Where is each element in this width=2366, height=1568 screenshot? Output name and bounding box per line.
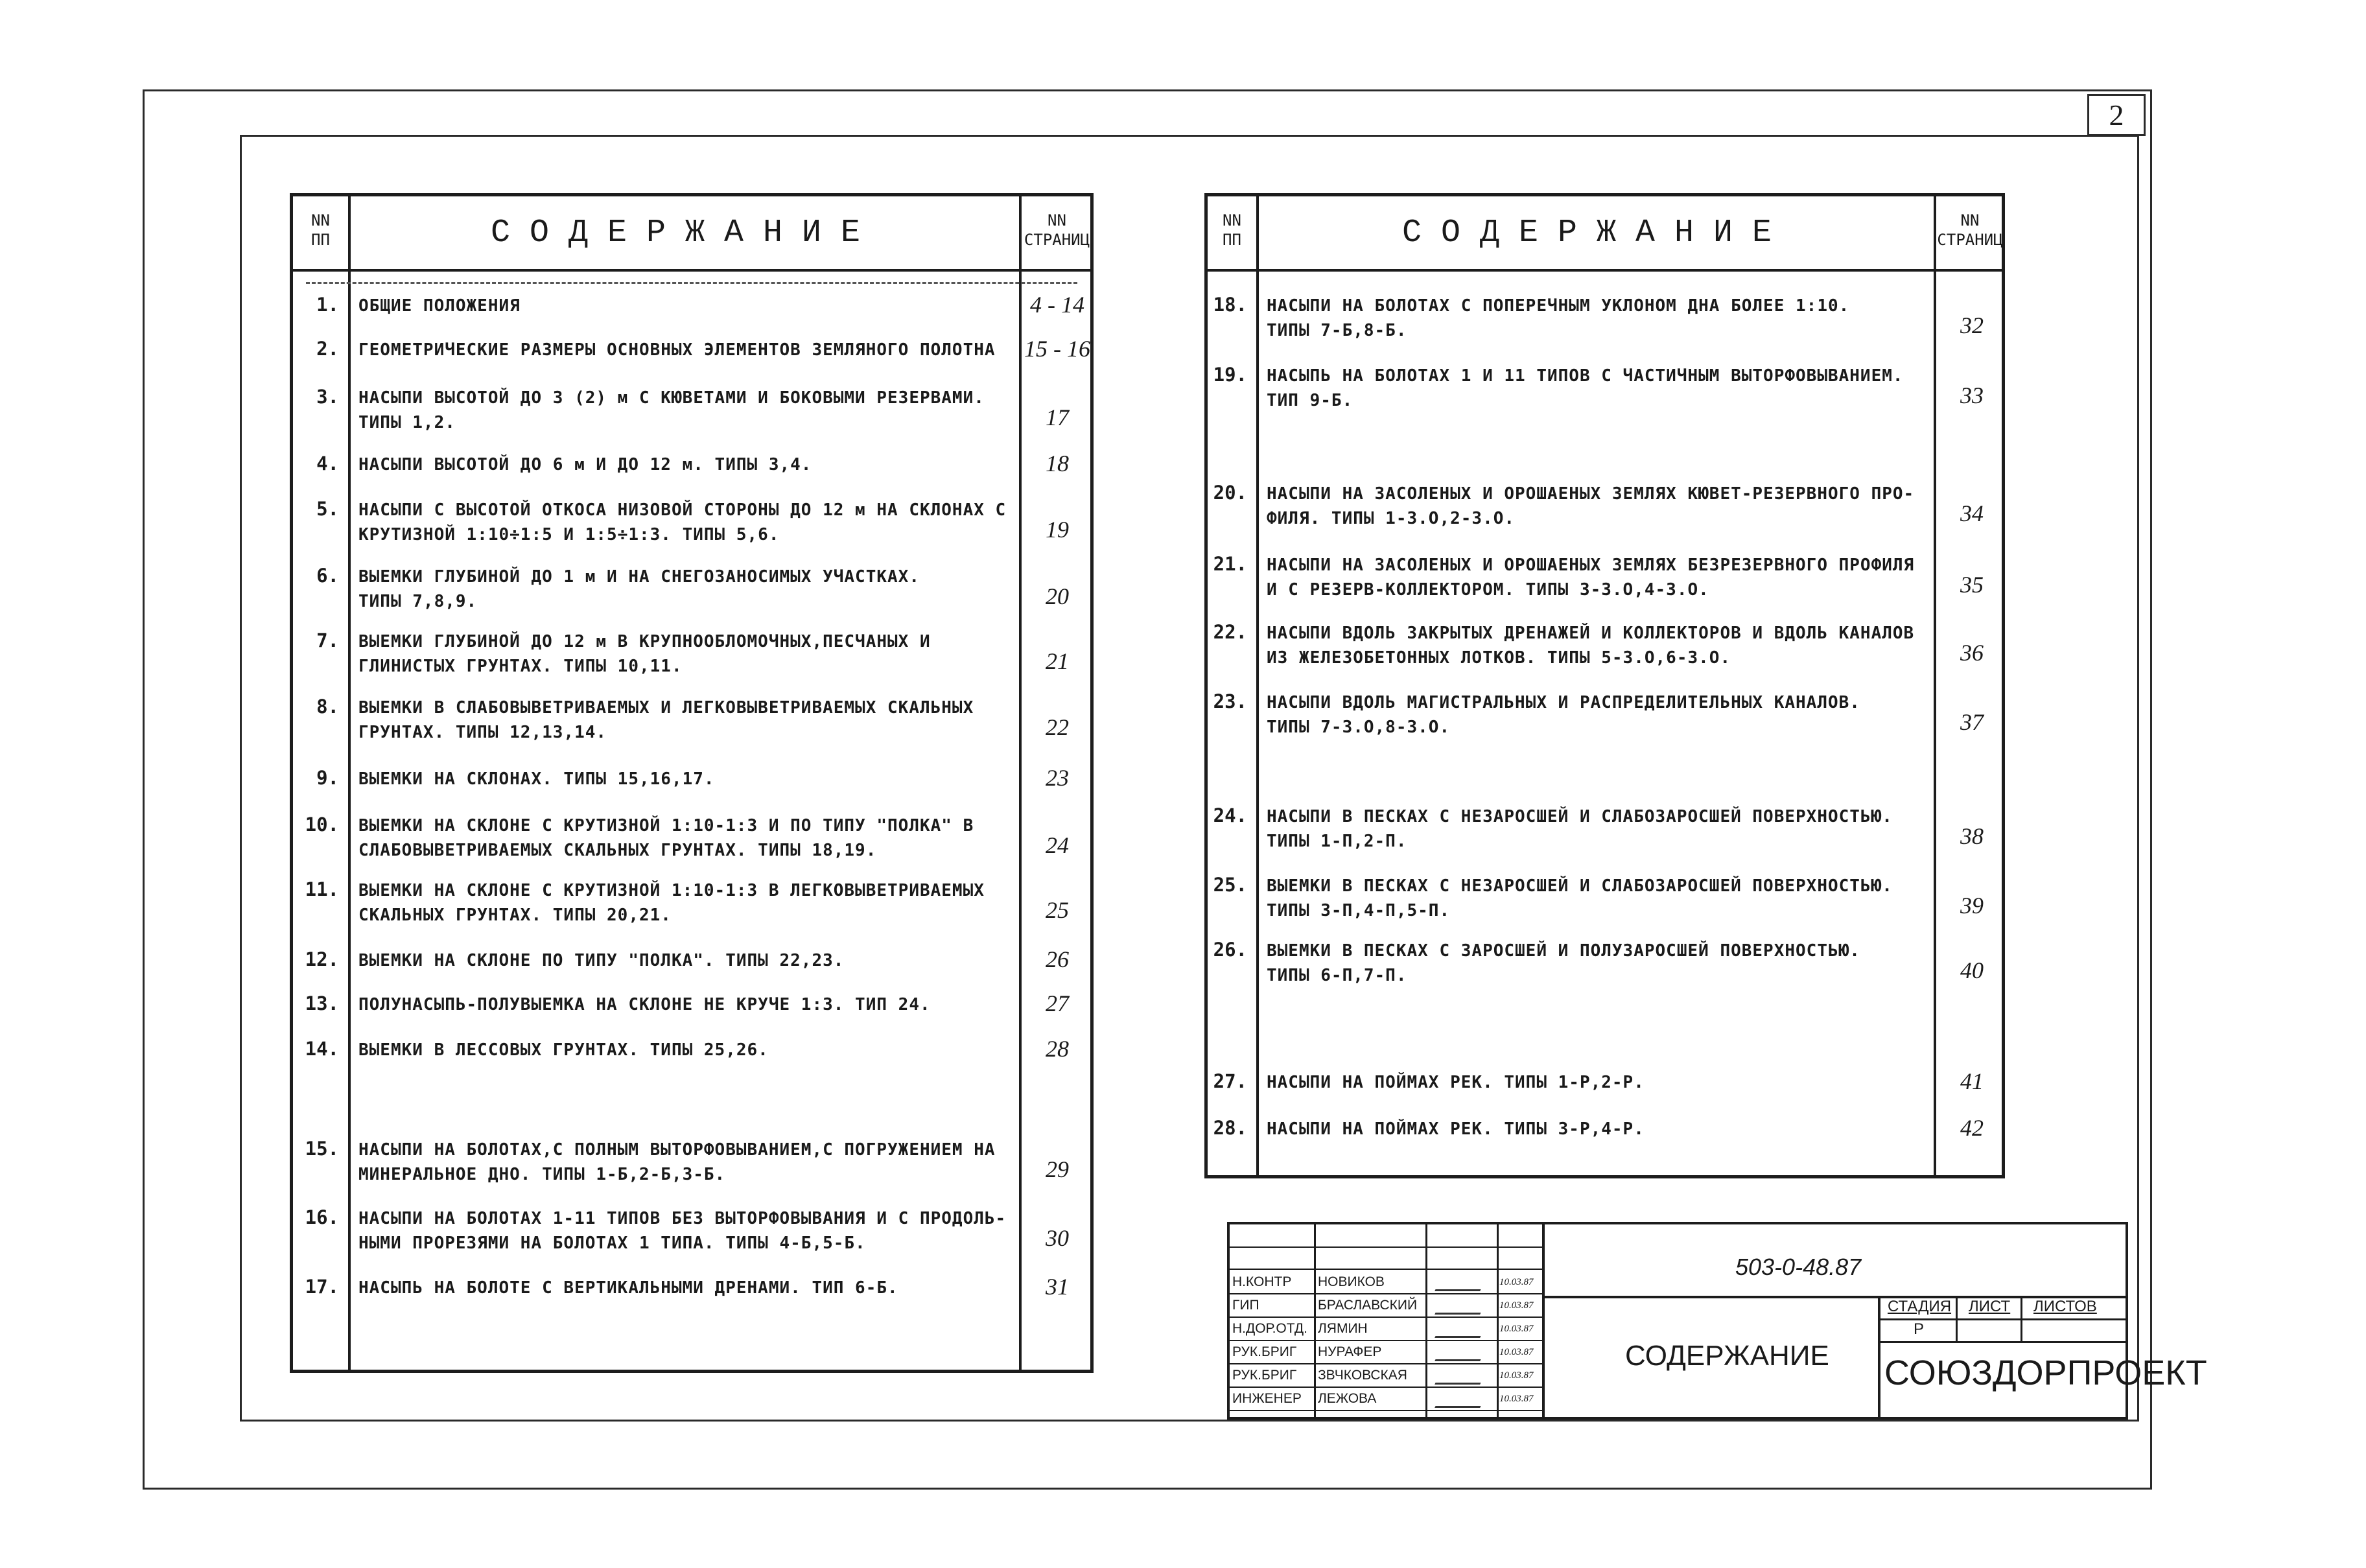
- row-title: ВЫЕМКИ НА СКЛОНЕ ПО ТИПУ "ПОЛКА". ТИПЫ 22,23.: [358, 951, 845, 970]
- row-number: 27.: [1213, 1070, 1247, 1092]
- handwritten-signature: [1435, 1275, 1488, 1291]
- row-title: ВЫЕМКИ ГЛУБИНОЙ ДО 12 м В КРУПНООБЛОМОЧНЫХ,ПЕСЧАНЫХ И ГЛИНИСТЫХ ГРУНТАХ. ТИПЫ 10,11.: [358, 632, 931, 676]
- row-page: 35: [1960, 572, 1984, 598]
- pages-header: NN СТРАНИЦ: [1937, 211, 2003, 249]
- row-page: 42: [1960, 1115, 1984, 1141]
- row-page: 29: [1046, 1156, 1069, 1182]
- row-title: НАСЫПЬ НА БОЛОТЕ С ВЕРТИКАЛЬНЫМИ ДРЕНАМИ. ТИП 6-Б.: [358, 1278, 898, 1298]
- row-page: 38: [1960, 823, 1984, 849]
- handwritten-signature: [1435, 1345, 1488, 1361]
- signature-date: 10.03.87: [1499, 1370, 1534, 1381]
- row-title: ВЫЕМКИ В ПЕСКАХ С НЕЗАРОСШЕЙ И СЛАБОЗАРОСШЕЙ ПОВЕРХНОСТЬЮ. ТИПЫ 3-П,4-П,5-П.: [1267, 876, 1893, 920]
- row-page: 30: [1046, 1225, 1069, 1251]
- row-number: 17.: [305, 1276, 339, 1298]
- sheets-label: ЛИСТОВ: [2033, 1298, 2097, 1315]
- signature-role: Н.КОНТР: [1232, 1274, 1292, 1289]
- row-page: 39: [1960, 893, 1984, 919]
- signature-name: ЛЯМИН: [1318, 1321, 1368, 1336]
- row-title: ВЫЕМКИ В ПЕСКАХ С ЗАРОСШЕЙ И ПОЛУЗАРОСШЕЙ ПОВЕРХНОСТЬЮ. ТИПЫ 6-П,7-П.: [1267, 941, 1860, 985]
- row-page: 40: [1960, 957, 1984, 983]
- row-page: 19: [1046, 517, 1069, 543]
- signature-name: ЛЕЖОВА: [1318, 1391, 1377, 1406]
- handwritten-signature: [1435, 1322, 1488, 1338]
- nn-header: NN ПП: [1223, 211, 1241, 249]
- signature-name: ЗВЧКОВСКАЯ: [1318, 1368, 1407, 1383]
- row-page: 32: [1960, 312, 1984, 338]
- signature-date: 10.03.87: [1499, 1347, 1534, 1357]
- stage-label: СТАДИЯ: [1888, 1298, 1952, 1315]
- row-page: 36: [1960, 640, 1984, 666]
- title-block: [1227, 1222, 2207, 1420]
- signature-role: РУК.БРИГ: [1232, 1344, 1297, 1359]
- row-title: ВЫЕМКИ В ЛЕССОВЫХ ГРУНТАХ. ТИПЫ 25,26.: [358, 1040, 769, 1060]
- organization-name: СОЮЗДОРПРОЕКТ: [1884, 1353, 2207, 1392]
- row-page: 26: [1046, 946, 1069, 972]
- row-number: 22.: [1213, 621, 1247, 643]
- row-page: 37: [1960, 709, 1984, 735]
- row-page: 15 - 16: [1024, 336, 1090, 362]
- signature-role: ИНЖЕНЕР: [1232, 1391, 1302, 1406]
- row-title: ВЫЕМКИ НА СКЛОНЕ С КРУТИЗНОЙ 1:10-1:3 И ПО ТИПУ "ПОЛКА" В СЛАБОВЫВЕТРИВАЕМЫХ СКАЛЬНЫХ ГРУНТАХ. ТИПЫ 18,19.: [358, 816, 974, 860]
- nn-header: NN ПП: [311, 211, 330, 249]
- signature-date: 10.03.87: [1499, 1394, 1534, 1404]
- sheet-number: 2: [2087, 94, 2146, 136]
- pages-header: NN СТРАНИЦ: [1024, 211, 1090, 249]
- signature-date: 10.03.87: [1499, 1324, 1534, 1334]
- contents-title: СОДЕРЖАНИЕ: [1401, 215, 1792, 252]
- row-title: ВЫЕМКИ В СЛАБОВЫВЕТРИВАЕМЫХ И ЛЕГКОВЫВЕТРИВАЕМЫХ СКАЛЬНЫХ ГРУНТАХ. ТИПЫ 12,13,14.: [358, 698, 974, 742]
- handwritten-signature: [1435, 1368, 1488, 1385]
- row-number: 16.: [305, 1206, 339, 1228]
- row-number: 12.: [305, 948, 339, 970]
- row-number: 6.: [316, 565, 339, 587]
- row-page: 31: [1046, 1274, 1069, 1300]
- row-title: ВЫЕМКИ НА СКЛОНАХ. ТИПЫ 15,16,17.: [358, 769, 715, 789]
- contents-title: СОДЕРЖАНИЕ: [490, 215, 880, 252]
- row-number: 26.: [1213, 939, 1247, 961]
- row-page: 23: [1046, 765, 1069, 791]
- row-title: НАСЫПИ ВЫСОТОЙ ДО 3 (2) м С КЮВЕТАМИ И БОКОВЫМИ РЕЗЕРВАМИ. ТИПЫ 1,2.: [358, 388, 985, 432]
- signature-name: НОВИКОВ: [1318, 1274, 1385, 1289]
- row-title: НАСЫПИ НА ПОЙМАХ РЕК. ТИПЫ 1-Р,2-Р.: [1267, 1073, 1645, 1092]
- row-page: 20: [1046, 583, 1069, 609]
- contents-table-right: [1204, 193, 2005, 1178]
- row-title: ГЕОМЕТРИЧЕСКИЕ РАЗМЕРЫ ОСНОВНЫХ ЭЛЕМЕНТОВ ЗЕМЛЯНОГО ПОЛОТНА: [358, 340, 996, 360]
- row-title: ПОЛУНАСЫПЬ-ПОЛУВЫЕМКА НА СКЛОНЕ НЕ КРУЧЕ 1:3. ТИП 24.: [358, 995, 931, 1014]
- signature-role: Н.ДОР.ОТД.: [1232, 1321, 1307, 1336]
- row-title: НАСЫПИ ВДОЛЬ МАГИСТРАЛЬНЫХ И РАСПРЕДЕЛИТЕЛЬНЫХ КАНАЛОВ. ТИПЫ 7-З.О,8-З.О.: [1267, 693, 1860, 737]
- row-page: 27: [1046, 990, 1069, 1016]
- row-title: НАСЫПИ НА ЗАСОЛЕНЫХ И ОРОШАЕНЫХ ЗЕМЛЯХ КЮВЕТ-РЕЗЕРВНОГО ПРО- ФИЛЯ. ТИПЫ 1-З.О,2-З.О.: [1267, 484, 1915, 528]
- signature-date: 10.03.87: [1499, 1300, 1534, 1311]
- row-number: 14.: [305, 1038, 339, 1060]
- signature-date: 10.03.87: [1499, 1277, 1534, 1287]
- row-page: 21: [1046, 648, 1069, 674]
- signature-name: БРАСЛАВСКИЙ: [1318, 1298, 1418, 1313]
- row-number: 15.: [305, 1138, 339, 1160]
- row-number: 7.: [316, 629, 339, 651]
- sheet-title: СОДЕРЖАНИЕ: [1625, 1340, 1829, 1372]
- row-number: 25.: [1213, 874, 1247, 896]
- row-title: НАСЫПИ НА БОЛОТАХ,С ПОЛНЫМ ВЫТОРФОВЫВАНИЕМ,С ПОГРУЖЕНИЕМ НА МИНЕРАЛЬНОЕ ДНО. ТИПЫ 1-Б,2-Б,3-Б.: [358, 1140, 996, 1184]
- row-number: 18.: [1213, 294, 1247, 316]
- row-title: НАСЫПИ НА БОЛОТАХ С ПОПЕРЕЧНЫМ УКЛОНОМ ДНА БОЛЕЕ 1:10. ТИПЫ 7-Б,8-Б.: [1267, 296, 1850, 340]
- row-page: 33: [1960, 382, 1984, 408]
- contents-table-left: [290, 193, 1094, 1373]
- row-title: НАСЫПИ ВЫСОТОЙ ДО 6 м И ДО 12 м. ТИПЫ 3,4.: [358, 455, 812, 474]
- row-title: НАСЫПИ С ВЫСОТОЙ ОТКОСА НИЗОВОЙ СТОРОНЫ ДО 12 м НА СКЛОНАХ С КРУТИЗНОЙ 1:10÷1:5 И 1:5÷1:3. ТИПЫ 5,6.: [358, 500, 1007, 544]
- row-page: 28: [1046, 1036, 1069, 1062]
- row-number: 21.: [1213, 553, 1247, 575]
- row-number: 20.: [1213, 482, 1247, 504]
- row-number: 10.: [305, 813, 339, 836]
- signature-name: НУРАФЕР: [1318, 1344, 1382, 1359]
- handwritten-signature: [1435, 1392, 1488, 1408]
- row-title: НАСЫПИ ВДОЛЬ ЗАКРЫТЫХ ДРЕНАЖЕЙ И КОЛЛЕКТОРОВ И ВДОЛЬ КАНАЛОВ ИЗ ЖЕЛЕЗОБЕТОННЫХ ЛОТКОВ. ТИПЫ 5-З.О,6-З.О.: [1267, 624, 1915, 668]
- row-title: ВЫЕМКИ ГЛУБИНОЙ ДО 1 м И НА СНЕГОЗАНОСИМЫХ УЧАСТКАХ. ТИПЫ 7,8,9.: [358, 567, 920, 611]
- row-number: 8.: [316, 696, 339, 718]
- row-page: 4 - 14: [1030, 292, 1084, 318]
- row-number: 5.: [316, 498, 339, 520]
- row-title: НАСЫПИ В ПЕСКАХ С НЕЗАРОСШЕЙ И СЛАБОЗАРОСШЕЙ ПОВЕРХНОСТЬЮ. ТИПЫ 1-П,2-П.: [1267, 807, 1893, 851]
- row-page: 18: [1046, 451, 1069, 476]
- row-title: НАСЫПЬ НА БОЛОТАХ 1 И 11 ТИПОВ С ЧАСТИЧНЫМ ВЫТОРФОВЫВАНИЕМ. ТИП 9-Б.: [1267, 366, 1904, 410]
- row-page: 17: [1046, 404, 1069, 430]
- row-number: 4.: [316, 452, 339, 474]
- row-number: 2.: [316, 338, 339, 360]
- row-number: 11.: [305, 878, 339, 900]
- row-title: НАСЫПИ НА БОЛОТАХ 1-11 ТИПОВ БЕЗ ВЫТОРФОВЫВАНИЯ И С ПРОДОЛЬ- НЫМИ ПРОРЕЗЯМИ НА БОЛОТАХ 1 ТИПА. ТИПЫ 4-Б,5-Б.: [358, 1209, 1007, 1253]
- stage-value: Р: [1914, 1320, 1925, 1338]
- row-title: ОБЩИЕ ПОЛОЖЕНИЯ: [358, 296, 521, 316]
- row-number: 24.: [1213, 804, 1247, 826]
- signature-grid: [1230, 1224, 1542, 1417]
- row-page: 25: [1046, 897, 1069, 923]
- row-page: 41: [1960, 1068, 1984, 1094]
- row-title: НАСЫПИ НА ПОЙМАХ РЕК. ТИПЫ 3-Р,4-Р.: [1267, 1119, 1645, 1139]
- row-number: 1.: [316, 294, 339, 316]
- signature-role: РУК.БРИГ: [1232, 1368, 1297, 1383]
- row-title: НАСЫПИ НА ЗАСОЛЕНЫХ И ОРОШАЕНЫХ ЗЕМЛЯХ БЕЗРЕЗЕРВНОГО ПРОФИЛЯ И С РЕЗЕРВ-КОЛЛЕКТОРОМ. ТИПЫ 3-З.О,4-З.О.: [1267, 556, 1915, 600]
- row-number: 28.: [1213, 1117, 1247, 1139]
- row-number: 23.: [1213, 690, 1247, 712]
- row-page: 24: [1046, 832, 1069, 858]
- row-number: 3.: [316, 386, 339, 408]
- row-number: 13.: [305, 992, 339, 1014]
- row-number: 9.: [316, 767, 339, 789]
- handwritten-signature: [1435, 1298, 1488, 1315]
- row-number: 19.: [1213, 364, 1247, 386]
- row-page: 22: [1046, 714, 1069, 740]
- row-page: 34: [1960, 500, 1984, 526]
- row-title: ВЫЕМКИ НА СКЛОНЕ С КРУТИЗНОЙ 1:10-1:3 В ЛЕГКОВЫВЕТРИВАЕМЫХ СКАЛЬНЫХ ГРУНТАХ. ТИПЫ 20,21.: [358, 881, 985, 925]
- sheet-label: ЛИСТ: [1969, 1298, 2011, 1315]
- document-code: 503-0-48.87: [1735, 1254, 1862, 1280]
- signature-role: ГИП: [1232, 1298, 1259, 1313]
